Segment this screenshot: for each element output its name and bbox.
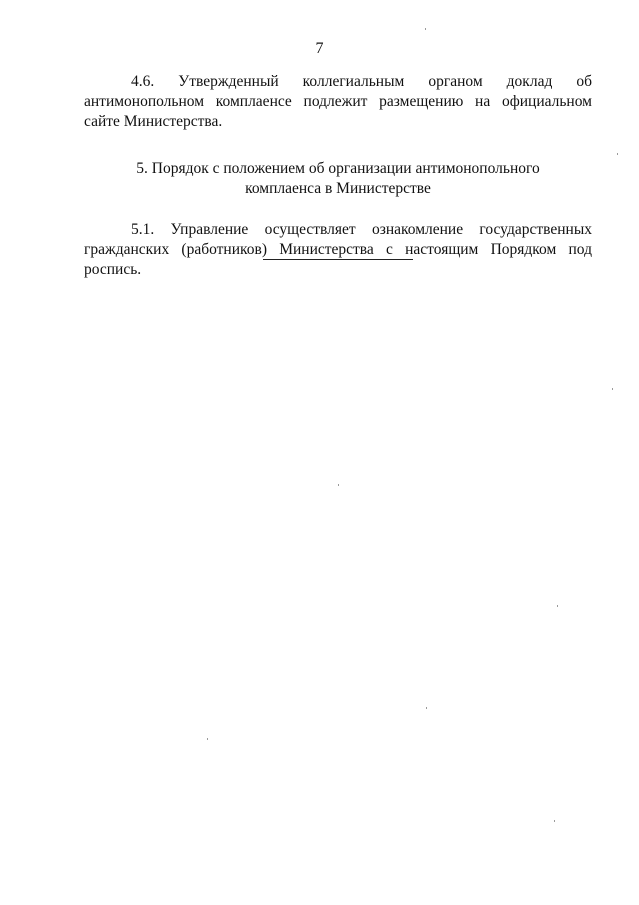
paragraph-4-6: 4.6. Утвержденный коллегиальным органом доклад об антимонопольном комплаенсе подлежит размещению на официальном сайте Министерства. [84,73,592,130]
section-5-heading [84,159,592,199]
end-of-document-rule [263,259,413,260]
scan-speck [338,484,339,486]
section-5-heading-line-2: комплаенса в Министерстве [245,180,431,197]
document-body [84,72,592,280]
page-number: 7 [315,40,324,57]
scan-speck [207,738,208,740]
scan-speck [425,28,426,30]
scan-speck [426,707,427,709]
scan-speck [617,153,618,155]
paragraph-5-1: 5.1. Управление осуществляет ознакомление государственных гражданских (работников) Министерства с настоящим Порядком под роспись. [84,221,592,278]
section-5-heading-line-1: 5. Порядок с положением об организации антимонопольного [136,160,540,177]
scan-speck [612,388,613,390]
scan-speck [554,820,555,822]
scan-speck [557,605,558,607]
